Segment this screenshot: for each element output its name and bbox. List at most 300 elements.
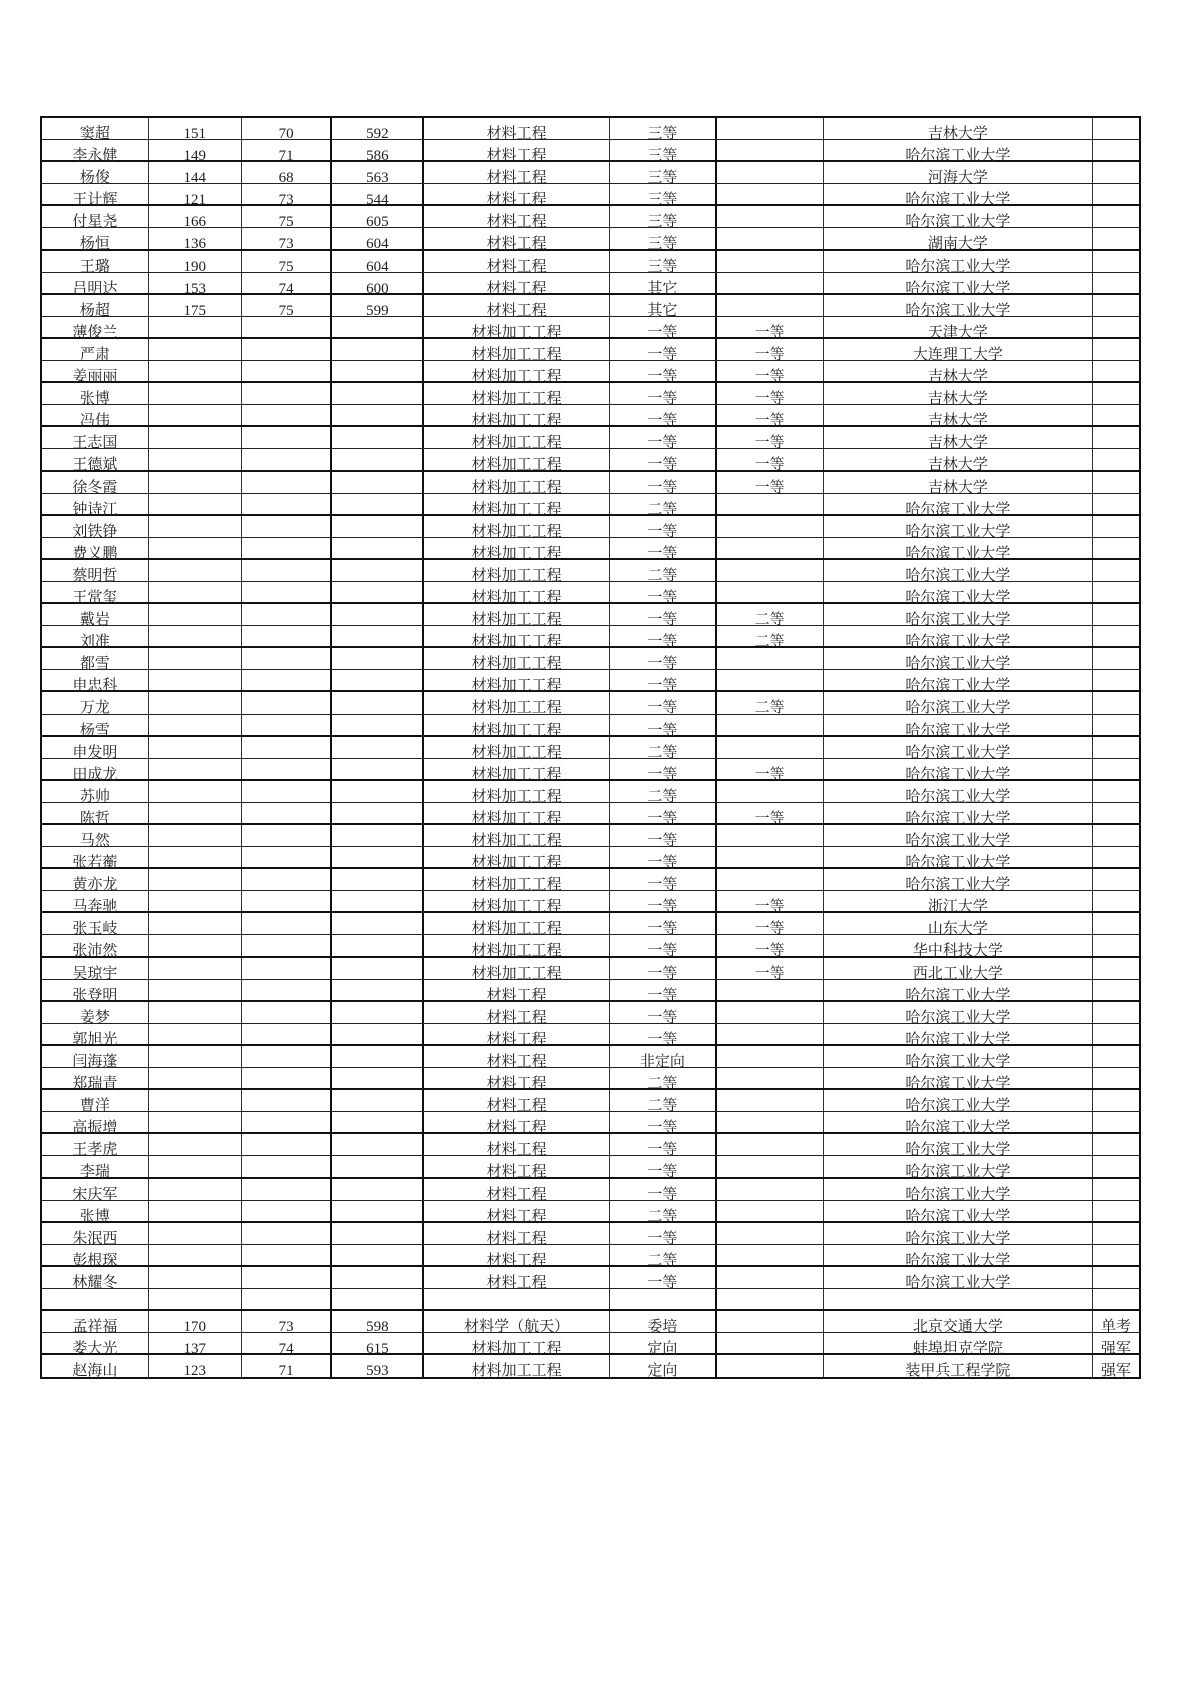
major-cell[interactable]: 材料加工工程 [424, 1355, 610, 1377]
grade-cell[interactable]: 一等 [610, 1156, 717, 1176]
grade-2-cell[interactable] [717, 1311, 824, 1332]
university-cell[interactable]: 哈尔滨工业大学 [824, 494, 1094, 514]
major-cell[interactable]: 材料加工工程 [424, 759, 610, 779]
score-1-cell[interactable] [149, 1201, 242, 1221]
total-score-cell[interactable] [332, 1223, 424, 1244]
major-cell[interactable]: 材料工程 [424, 162, 610, 183]
total-score-cell[interactable] [332, 803, 424, 823]
note-cell[interactable] [1093, 1245, 1139, 1265]
score-1-cell[interactable] [149, 626, 242, 646]
university-cell[interactable]: 哈尔滨工业大学 [824, 1201, 1094, 1221]
total-score-cell[interactable]: 604 [332, 251, 424, 272]
grade-2-cell[interactable]: 一等 [717, 361, 824, 381]
total-score-cell[interactable] [332, 604, 424, 625]
total-score-cell[interactable]: 586 [332, 140, 424, 160]
score-1-cell[interactable]: 151 [149, 118, 242, 139]
total-score-cell[interactable] [332, 737, 424, 758]
name-cell[interactable]: 冯伟 [42, 405, 149, 425]
grade-cell[interactable]: 一等 [610, 692, 717, 713]
note-cell[interactable] [1093, 361, 1139, 381]
total-score-cell[interactable]: 599 [332, 295, 424, 316]
score-1-cell[interactable]: 170 [149, 1311, 242, 1332]
name-cell[interactable]: 孟祥福 [42, 1311, 149, 1332]
grade-cell[interactable]: 一等 [610, 670, 717, 690]
major-cell[interactable]: 材料工程 [424, 1134, 610, 1155]
note-cell[interactable] [1093, 538, 1139, 558]
university-cell[interactable]: 哈尔滨工业大学 [824, 273, 1094, 293]
score-2-cell[interactable] [242, 560, 333, 581]
grade-2-cell[interactable] [717, 869, 824, 890]
grade-2-cell[interactable]: 一等 [717, 383, 824, 404]
major-cell[interactable]: 材料加工工程 [424, 405, 610, 425]
score-2-cell[interactable] [242, 494, 333, 514]
grade-cell[interactable]: 其它 [610, 273, 717, 293]
major-cell[interactable]: 材料工程 [424, 206, 610, 227]
note-cell[interactable] [1093, 339, 1139, 360]
major-cell[interactable]: 材料加工工程 [424, 560, 610, 581]
grade-2-cell[interactable]: 一等 [717, 891, 824, 911]
major-cell[interactable]: 材料工程 [424, 1223, 610, 1244]
major-cell[interactable]: 材料加工工程 [424, 737, 610, 758]
grade-cell[interactable]: 一等 [610, 604, 717, 625]
major-cell[interactable]: 材料加工工程 [424, 516, 610, 537]
grade-cell[interactable]: 二等 [610, 1245, 717, 1265]
name-cell[interactable] [42, 1289, 149, 1309]
score-1-cell[interactable]: 149 [149, 140, 242, 160]
university-cell[interactable]: 哈尔滨工业大学 [824, 251, 1094, 272]
name-cell[interactable]: 陈哲 [42, 803, 149, 823]
grade-2-cell[interactable] [717, 847, 824, 867]
university-cell[interactable]: 哈尔滨工业大学 [824, 781, 1094, 802]
grade-2-cell[interactable] [717, 494, 824, 514]
total-score-cell[interactable] [332, 781, 424, 802]
score-1-cell[interactable]: 123 [149, 1355, 242, 1377]
total-score-cell[interactable] [332, 715, 424, 735]
grade-cell[interactable]: 一等 [610, 913, 717, 934]
university-cell[interactable]: 哈尔滨工业大学 [824, 715, 1094, 735]
name-cell[interactable]: 杨雪 [42, 715, 149, 735]
university-cell[interactable]: 吉林大学 [824, 361, 1094, 381]
name-cell[interactable]: 费义鹏 [42, 538, 149, 558]
score-1-cell[interactable] [149, 1112, 242, 1132]
note-cell[interactable] [1093, 847, 1139, 867]
name-cell[interactable]: 马然 [42, 825, 149, 846]
university-cell[interactable]: 哈尔滨工业大学 [824, 759, 1094, 779]
note-cell[interactable] [1093, 692, 1139, 713]
grade-2-cell[interactable] [717, 206, 824, 227]
major-cell[interactable]: 材料加工工程 [424, 670, 610, 690]
university-cell[interactable]: 哈尔滨工业大学 [824, 648, 1094, 669]
grade-cell[interactable]: 委培 [610, 1311, 717, 1332]
grade-2-cell[interactable] [717, 1289, 824, 1309]
grade-2-cell[interactable] [717, 1223, 824, 1244]
grade-2-cell[interactable]: 二等 [717, 692, 824, 713]
score-2-cell[interactable] [242, 626, 333, 646]
university-cell[interactable]: 吉林大学 [824, 383, 1094, 404]
score-1-cell[interactable] [149, 935, 242, 955]
grade-2-cell[interactable]: 二等 [717, 604, 824, 625]
score-2-cell[interactable] [242, 516, 333, 537]
major-cell[interactable]: 材料工程 [424, 118, 610, 139]
note-cell[interactable] [1093, 715, 1139, 735]
total-score-cell[interactable] [332, 494, 424, 514]
note-cell[interactable] [1093, 1002, 1139, 1023]
grade-2-cell[interactable] [717, 1245, 824, 1265]
note-cell[interactable] [1093, 560, 1139, 581]
grade-2-cell[interactable] [717, 1156, 824, 1176]
university-cell[interactable]: 哈尔滨工业大学 [824, 1156, 1094, 1176]
grade-2-cell[interactable] [717, 781, 824, 802]
score-1-cell[interactable] [149, 494, 242, 514]
score-2-cell[interactable] [242, 1156, 333, 1176]
note-cell[interactable] [1093, 1223, 1139, 1244]
score-1-cell[interactable] [149, 1267, 242, 1288]
note-cell[interactable] [1093, 228, 1139, 248]
major-cell[interactable]: 材料加工工程 [424, 913, 610, 934]
total-score-cell[interactable] [332, 1201, 424, 1221]
grade-cell[interactable]: 一等 [610, 869, 717, 890]
score-1-cell[interactable] [149, 339, 242, 360]
score-1-cell[interactable]: 136 [149, 228, 242, 248]
name-cell[interactable]: 姜梦 [42, 1002, 149, 1023]
grade-2-cell[interactable] [717, 273, 824, 293]
university-cell[interactable]: 吉林大学 [824, 472, 1094, 493]
total-score-cell[interactable] [332, 405, 424, 425]
note-cell[interactable] [1093, 273, 1139, 293]
major-cell[interactable]: 材料工程 [424, 273, 610, 293]
score-1-cell[interactable] [149, 781, 242, 802]
name-cell[interactable]: 王璐 [42, 251, 149, 272]
name-cell[interactable]: 赵海山 [42, 1355, 149, 1377]
total-score-cell[interactable]: 592 [332, 118, 424, 139]
score-2-cell[interactable] [242, 803, 333, 823]
name-cell[interactable]: 彭根琛 [42, 1245, 149, 1265]
total-score-cell[interactable] [332, 516, 424, 537]
score-1-cell[interactable]: 153 [149, 273, 242, 293]
note-cell[interactable] [1093, 1024, 1139, 1044]
grade-cell[interactable]: 三等 [610, 140, 717, 160]
score-2-cell[interactable] [242, 781, 333, 802]
total-score-cell[interactable] [332, 472, 424, 493]
grade-cell[interactable]: 定向 [610, 1355, 717, 1377]
total-score-cell[interactable] [332, 538, 424, 558]
grade-cell[interactable]: 一等 [610, 935, 717, 955]
grade-cell[interactable]: 一等 [610, 516, 717, 537]
score-2-cell[interactable] [242, 1134, 333, 1155]
total-score-cell[interactable] [332, 1267, 424, 1288]
score-2-cell[interactable] [242, 383, 333, 404]
score-1-cell[interactable] [149, 472, 242, 493]
grade-2-cell[interactable] [717, 980, 824, 1000]
total-score-cell[interactable] [332, 1289, 424, 1309]
grade-2-cell[interactable]: 一等 [717, 958, 824, 979]
score-1-cell[interactable] [149, 825, 242, 846]
major-cell[interactable]: 材料加工工程 [424, 803, 610, 823]
note-cell[interactable] [1093, 737, 1139, 758]
name-cell[interactable]: 马奔驰 [42, 891, 149, 911]
grade-cell[interactable]: 二等 [610, 781, 717, 802]
score-2-cell[interactable] [242, 1179, 333, 1200]
grade-2-cell[interactable]: 一等 [717, 449, 824, 469]
score-1-cell[interactable] [149, 317, 242, 337]
university-cell[interactable]: 华中科技大学 [824, 935, 1094, 955]
note-cell[interactable] [1093, 869, 1139, 890]
score-1-cell[interactable] [149, 1245, 242, 1265]
note-cell[interactable] [1093, 1134, 1139, 1155]
name-cell[interactable]: 刘准 [42, 626, 149, 646]
score-1-cell[interactable] [149, 1156, 242, 1176]
total-score-cell[interactable] [332, 449, 424, 469]
score-1-cell[interactable] [149, 1046, 242, 1067]
grade-cell[interactable]: 一等 [610, 405, 717, 425]
total-score-cell[interactable] [332, 1024, 424, 1044]
major-cell[interactable]: 材料学（航天） [424, 1311, 610, 1332]
score-2-cell[interactable] [242, 1068, 333, 1088]
score-1-cell[interactable] [149, 1289, 242, 1309]
grade-2-cell[interactable] [717, 1267, 824, 1288]
name-cell[interactable]: 王德斌 [42, 449, 149, 469]
total-score-cell[interactable] [332, 759, 424, 779]
major-cell[interactable]: 材料工程 [424, 1068, 610, 1088]
score-2-cell[interactable] [242, 538, 333, 558]
score-1-cell[interactable] [149, 1134, 242, 1155]
major-cell[interactable]: 材料加工工程 [424, 317, 610, 337]
name-cell[interactable]: 郑瑞青 [42, 1068, 149, 1088]
score-2-cell[interactable] [242, 317, 333, 337]
score-2-cell[interactable]: 70 [242, 118, 333, 139]
university-cell[interactable]: 哈尔滨工业大学 [824, 538, 1094, 558]
total-score-cell[interactable] [332, 980, 424, 1000]
note-cell[interactable] [1093, 383, 1139, 404]
name-cell[interactable]: 王志国 [42, 427, 149, 448]
name-cell[interactable]: 张博 [42, 383, 149, 404]
university-cell[interactable]: 哈尔滨工业大学 [824, 516, 1094, 537]
total-score-cell[interactable] [332, 935, 424, 955]
major-cell[interactable]: 材料工程 [424, 980, 610, 1000]
score-1-cell[interactable] [149, 759, 242, 779]
total-score-cell[interactable]: 605 [332, 206, 424, 227]
note-cell[interactable]: 单考 [1101, 1319, 1132, 1336]
name-cell[interactable]: 杨超 [42, 295, 149, 316]
university-cell[interactable]: 装甲兵工程学院 [824, 1355, 1094, 1377]
note-cell[interactable] [1093, 118, 1139, 139]
score-2-cell[interactable] [242, 1289, 333, 1309]
major-cell[interactable]: 材料工程 [424, 1201, 610, 1221]
score-2-cell[interactable]: 75 [242, 251, 333, 272]
score-2-cell[interactable]: 75 [242, 295, 333, 316]
name-cell[interactable]: 张登明 [42, 980, 149, 1000]
major-cell[interactable]: 材料加工工程 [424, 472, 610, 493]
score-2-cell[interactable] [242, 913, 333, 934]
name-cell[interactable]: 郭旭光 [42, 1024, 149, 1044]
name-cell[interactable]: 付星尧 [42, 206, 149, 227]
university-cell[interactable]: 北京交通大学 [824, 1311, 1094, 1332]
score-2-cell[interactable] [242, 648, 333, 669]
university-cell[interactable]: 大连理工大学 [824, 339, 1094, 360]
score-1-cell[interactable] [149, 560, 242, 581]
major-cell[interactable]: 材料工程 [424, 1112, 610, 1132]
university-cell[interactable]: 蚌埠坦克学院 [824, 1333, 1094, 1353]
score-2-cell[interactable] [242, 339, 333, 360]
total-score-cell[interactable] [332, 1112, 424, 1132]
note-cell[interactable] [1093, 317, 1139, 337]
grade-cell[interactable]: 非定向 [610, 1046, 717, 1067]
note-cell[interactable] [1093, 803, 1139, 823]
grade-cell[interactable]: 一等 [610, 339, 717, 360]
total-score-cell[interactable]: 615 [332, 1333, 424, 1353]
major-cell[interactable]: 材料加工工程 [424, 383, 610, 404]
grade-2-cell[interactable] [717, 162, 824, 183]
score-2-cell[interactable] [242, 361, 333, 381]
major-cell[interactable]: 材料工程 [424, 184, 610, 204]
note-cell[interactable] [1093, 494, 1139, 514]
score-2-cell[interactable] [242, 715, 333, 735]
score-1-cell[interactable]: 137 [149, 1333, 242, 1353]
grade-2-cell[interactable] [717, 670, 824, 690]
total-score-cell[interactable] [332, 560, 424, 581]
score-1-cell[interactable] [149, 604, 242, 625]
score-1-cell[interactable] [149, 383, 242, 404]
major-cell[interactable]: 材料加工工程 [424, 604, 610, 625]
major-cell[interactable]: 材料加工工程 [424, 715, 610, 735]
grade-2-cell[interactable] [717, 1179, 824, 1200]
grade-cell[interactable]: 一等 [610, 1112, 717, 1132]
note-cell[interactable] [1093, 472, 1139, 493]
grade-2-cell[interactable] [717, 560, 824, 581]
score-1-cell[interactable] [149, 715, 242, 735]
total-score-cell[interactable] [332, 1179, 424, 1200]
grade-cell[interactable]: 一等 [610, 759, 717, 779]
score-2-cell[interactable]: 71 [242, 1355, 333, 1377]
total-score-cell[interactable] [332, 427, 424, 448]
grade-cell[interactable]: 一等 [610, 449, 717, 469]
grade-cell[interactable]: 一等 [610, 383, 717, 404]
score-2-cell[interactable]: 68 [242, 162, 333, 183]
score-2-cell[interactable] [242, 980, 333, 1000]
major-cell[interactable]: 材料加工工程 [424, 1333, 610, 1353]
grade-cell[interactable]: 一等 [610, 648, 717, 669]
name-cell[interactable]: 李永健 [42, 140, 149, 160]
score-1-cell[interactable] [149, 737, 242, 758]
note-cell[interactable] [1093, 184, 1139, 204]
university-cell[interactable]: 吉林大学 [824, 405, 1094, 425]
score-2-cell[interactable] [242, 1223, 333, 1244]
score-2-cell[interactable] [242, 935, 333, 955]
name-cell[interactable]: 张博 [42, 1201, 149, 1221]
grade-cell[interactable]: 二等 [610, 560, 717, 581]
university-cell[interactable]: 浙江大学 [824, 891, 1094, 911]
grade-2-cell[interactable] [717, 184, 824, 204]
grade-cell[interactable] [610, 1289, 717, 1309]
score-1-cell[interactable] [149, 1068, 242, 1088]
score-2-cell[interactable]: 75 [242, 206, 333, 227]
note-cell[interactable] [1093, 891, 1139, 911]
major-cell[interactable]: 材料工程 [424, 228, 610, 248]
grade-cell[interactable]: 一等 [610, 803, 717, 823]
university-cell[interactable]: 哈尔滨工业大学 [824, 582, 1094, 602]
total-score-cell[interactable] [332, 648, 424, 669]
major-cell[interactable]: 材料工程 [424, 1179, 610, 1200]
university-cell[interactable]: 哈尔滨工业大学 [824, 803, 1094, 823]
score-2-cell[interactable] [242, 1267, 333, 1288]
score-2-cell[interactable] [242, 604, 333, 625]
note-cell[interactable] [1093, 1201, 1139, 1221]
score-1-cell[interactable] [149, 847, 242, 867]
score-2-cell[interactable] [242, 1201, 333, 1221]
name-cell[interactable]: 申发明 [42, 737, 149, 758]
grade-2-cell[interactable] [717, 1068, 824, 1088]
score-2-cell[interactable] [242, 1112, 333, 1132]
note-cell[interactable] [1093, 1156, 1139, 1176]
university-cell[interactable] [824, 1289, 1094, 1309]
grade-2-cell[interactable] [717, 1333, 824, 1353]
grade-2-cell[interactable] [717, 118, 824, 139]
grade-2-cell[interactable]: 一等 [717, 472, 824, 493]
total-score-cell[interactable] [332, 891, 424, 911]
grade-cell[interactable]: 一等 [610, 361, 717, 381]
university-cell[interactable]: 吉林大学 [824, 449, 1094, 469]
major-cell[interactable]: 材料加工工程 [424, 825, 610, 846]
total-score-cell[interactable] [332, 582, 424, 602]
grade-cell[interactable]: 其它 [610, 295, 717, 316]
grade-cell[interactable]: 一等 [610, 891, 717, 911]
major-cell[interactable]: 材料加工工程 [424, 427, 610, 448]
score-1-cell[interactable] [149, 803, 242, 823]
university-cell[interactable]: 哈尔滨工业大学 [824, 140, 1094, 160]
university-cell[interactable]: 哈尔滨工业大学 [824, 1112, 1094, 1132]
grade-cell[interactable]: 一等 [610, 980, 717, 1000]
note-cell[interactable] [1093, 427, 1139, 448]
major-cell[interactable]: 材料工程 [424, 1267, 610, 1288]
grade-2-cell[interactable]: 一等 [717, 935, 824, 955]
major-cell[interactable]: 材料工程 [424, 1156, 610, 1176]
score-1-cell[interactable] [149, 449, 242, 469]
score-1-cell[interactable] [149, 692, 242, 713]
total-score-cell[interactable] [332, 847, 424, 867]
name-cell[interactable]: 万龙 [42, 692, 149, 713]
name-cell[interactable]: 徐冬霞 [42, 472, 149, 493]
score-2-cell[interactable] [242, 405, 333, 425]
major-cell[interactable]: 材料加工工程 [424, 626, 610, 646]
grade-cell[interactable]: 定向 [610, 1333, 717, 1353]
major-cell[interactable]: 材料工程 [424, 1090, 610, 1111]
score-2-cell[interactable] [242, 891, 333, 911]
score-2-cell[interactable] [242, 825, 333, 846]
note-cell[interactable]: 强军 [1101, 1341, 1132, 1358]
grade-cell[interactable]: 一等 [610, 1223, 717, 1244]
university-cell[interactable]: 哈尔滨工业大学 [824, 737, 1094, 758]
note-cell[interactable] [1093, 935, 1139, 955]
university-cell[interactable]: 哈尔滨工业大学 [824, 1267, 1094, 1288]
grade-cell[interactable]: 三等 [610, 228, 717, 248]
note-cell[interactable] [1093, 626, 1139, 646]
score-1-cell[interactable] [149, 538, 242, 558]
score-1-cell[interactable] [149, 891, 242, 911]
note-cell[interactable] [1093, 1090, 1139, 1111]
note-cell[interactable] [1093, 1068, 1139, 1088]
university-cell[interactable]: 哈尔滨工业大学 [824, 1068, 1094, 1088]
total-score-cell[interactable] [332, 626, 424, 646]
major-cell[interactable]: 材料加工工程 [424, 869, 610, 890]
grade-2-cell[interactable] [717, 1134, 824, 1155]
major-cell[interactable]: 材料加工工程 [424, 582, 610, 602]
note-cell[interactable] [1093, 251, 1139, 272]
grade-cell[interactable]: 一等 [610, 538, 717, 558]
note-cell[interactable] [1093, 405, 1139, 425]
university-cell[interactable]: 哈尔滨工业大学 [824, 1179, 1094, 1200]
grade-cell[interactable]: 二等 [610, 494, 717, 514]
university-cell[interactable]: 哈尔滨工业大学 [824, 1134, 1094, 1155]
